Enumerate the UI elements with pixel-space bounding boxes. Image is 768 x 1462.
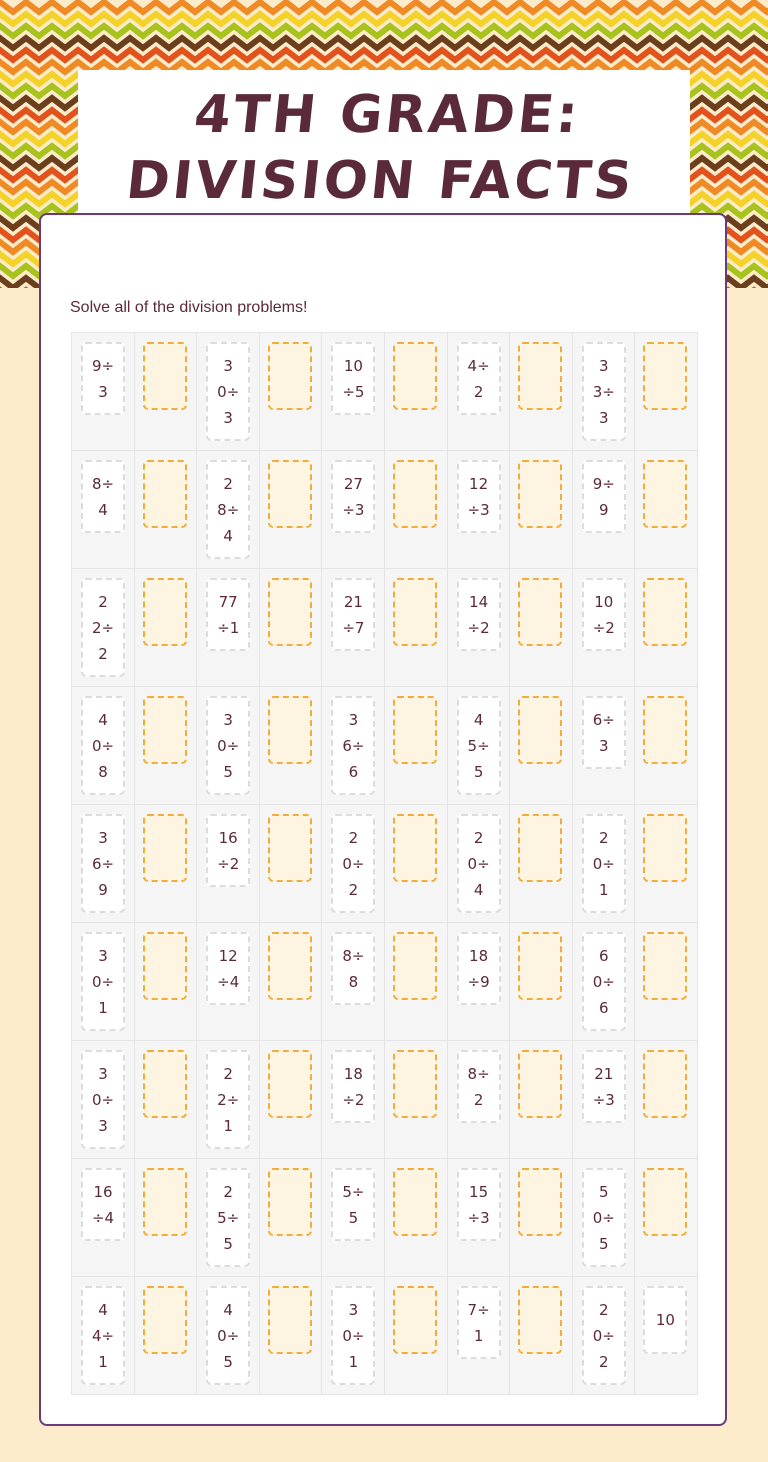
answer-input[interactable]: [393, 578, 437, 646]
problem-cell: [573, 1277, 636, 1395]
division-problem: 3 6÷ 6: [331, 696, 375, 795]
answer-cell: [510, 1159, 573, 1277]
problem-cell: [72, 333, 135, 451]
division-problem: 8÷ 2: [457, 1050, 501, 1123]
answer-input[interactable]: [143, 814, 187, 882]
chevron-stripe: [0, 26, 768, 36]
chevron-stripe: [0, 14, 768, 24]
worksheet-instructions: Solve all of the division problems!: [70, 299, 308, 316]
answer-input[interactable]: [143, 696, 187, 764]
answer-cell: [260, 687, 323, 805]
problem-cell: [197, 569, 260, 687]
answer-cell: [510, 1041, 573, 1159]
division-problem: 6÷ 3: [582, 696, 626, 769]
division-problem: 15 ÷3: [457, 1168, 501, 1241]
division-problem: 3 0÷ 1: [331, 1286, 375, 1385]
answer-cell: [510, 687, 573, 805]
division-problem: 4 5÷ 5: [457, 696, 501, 795]
answer-input[interactable]: [518, 814, 562, 882]
answer-cell: [385, 333, 448, 451]
answer-input[interactable]: [393, 1168, 437, 1236]
problem-cell: [322, 687, 385, 805]
division-problem: 10 ÷2: [582, 578, 626, 651]
problem-cell: [573, 923, 636, 1041]
division-problem: 21 ÷7: [331, 578, 375, 651]
division-problem: 5÷ 5: [331, 1168, 375, 1241]
division-problem: 18 ÷2: [331, 1050, 375, 1123]
answer-cell: [260, 451, 323, 569]
answer-input[interactable]: [643, 578, 687, 646]
problem-cell: [448, 1041, 511, 1159]
problem-cell: [197, 805, 260, 923]
answer-cell: [385, 923, 448, 1041]
answer-cell: [385, 1159, 448, 1277]
answer-input[interactable]: [143, 578, 187, 646]
division-problem: 12 ÷4: [206, 932, 250, 1005]
answer-cell: [635, 1277, 698, 1395]
answer-input[interactable]: [393, 696, 437, 764]
division-problem: 8÷ 4: [81, 460, 125, 533]
answer-cell: [260, 333, 323, 451]
answer-cell: [635, 333, 698, 451]
problem-cell: [448, 569, 511, 687]
division-problem: 21 ÷3: [582, 1050, 626, 1123]
answer-cell: [260, 923, 323, 1041]
problem-cell: [197, 1159, 260, 1277]
division-problem: 3 0÷ 5: [206, 696, 250, 795]
problem-cell: [573, 451, 636, 569]
division-problem: 18 ÷9: [457, 932, 501, 1005]
answer-cell: [260, 569, 323, 687]
division-problem: 2 0÷ 1: [582, 814, 626, 913]
problem-cell: [72, 805, 135, 923]
problem-cell: [197, 333, 260, 451]
division-problem: 3 0÷ 3: [81, 1050, 125, 1149]
division-problem: 2 0÷ 4: [457, 814, 501, 913]
chevron-stripe: [0, 50, 768, 60]
answer-input[interactable]: [518, 1050, 562, 1118]
division-problem: 8÷ 8: [331, 932, 375, 1005]
division-problem: 7÷ 1: [457, 1286, 501, 1359]
answer-input[interactable]: [268, 1286, 312, 1354]
chevron-stripe: [0, 38, 768, 48]
answer-cell: [635, 805, 698, 923]
answer-cell: [385, 805, 448, 923]
answer-input[interactable]: [643, 932, 687, 1000]
answer-cell: [135, 333, 198, 451]
answer-cell: [135, 1277, 198, 1395]
division-problem: 3 0÷ 3: [206, 342, 250, 441]
answer-input[interactable]: [393, 342, 437, 410]
division-problem: 14 ÷2: [457, 578, 501, 651]
answer-cell: [135, 687, 198, 805]
division-problem: 12 ÷3: [457, 460, 501, 533]
answer-input[interactable]: [643, 1168, 687, 1236]
division-problem: 3 3÷ 3: [582, 342, 626, 441]
answer-cell: [385, 1277, 448, 1395]
problem-cell: [72, 1041, 135, 1159]
division-problem: 3 6÷ 9: [81, 814, 125, 913]
answer-input[interactable]: [268, 460, 312, 528]
problem-cell: [573, 333, 636, 451]
answer-input[interactable]: [518, 1168, 562, 1236]
answer-input[interactable]: [643, 1286, 687, 1354]
answer-cell: [385, 451, 448, 569]
division-problem: 4 0÷ 8: [81, 696, 125, 795]
answer-cell: [260, 1277, 323, 1395]
problem-cell: [197, 687, 260, 805]
problem-cell: [322, 1277, 385, 1395]
answer-input[interactable]: [393, 460, 437, 528]
division-problem: 2 2÷ 1: [206, 1050, 250, 1149]
answer-input[interactable]: [268, 1050, 312, 1118]
problem-cell: [573, 1041, 636, 1159]
division-problem: 4 0÷ 5: [206, 1286, 250, 1385]
answer-cell: [635, 1159, 698, 1277]
answer-input[interactable]: [268, 696, 312, 764]
problem-cell: [197, 451, 260, 569]
answer-cell: [135, 805, 198, 923]
answer-input[interactable]: [268, 814, 312, 882]
worksheet-title: 4TH GRADE: DIVISION FACTS: [123, 85, 638, 211]
problem-cell: [72, 1277, 135, 1395]
problem-cell: [322, 1159, 385, 1277]
problem-cell: [573, 1159, 636, 1277]
division-problem: 6 0÷ 6: [582, 932, 626, 1031]
answer-cell: [635, 569, 698, 687]
answer-cell: [260, 1159, 323, 1277]
answer-input[interactable]: [143, 1168, 187, 1236]
answer-cell: [635, 451, 698, 569]
answer-cell: [510, 569, 573, 687]
problem-cell: [197, 1041, 260, 1159]
answer-cell: [385, 569, 448, 687]
answer-input[interactable]: [393, 1050, 437, 1118]
answer-cell: [260, 805, 323, 923]
answer-input[interactable]: [143, 1286, 187, 1354]
answer-cell: [635, 923, 698, 1041]
problem-cell: [72, 569, 135, 687]
division-problem: 4÷ 2: [457, 342, 501, 415]
problem-cell: [72, 687, 135, 805]
problem-cell: [322, 1041, 385, 1159]
problem-cell: [322, 451, 385, 569]
division-problem-grid: [71, 332, 698, 1395]
answer-input[interactable]: [268, 342, 312, 410]
answer-input[interactable]: [143, 460, 187, 528]
division-problem: 16 ÷2: [206, 814, 250, 887]
answer-input[interactable]: [518, 342, 562, 410]
answer-cell: [135, 1159, 198, 1277]
answer-input[interactable]: [643, 1050, 687, 1118]
problem-cell: [72, 923, 135, 1041]
answer-cell: [510, 451, 573, 569]
division-problem: 10 ÷5: [331, 342, 375, 415]
answer-cell: [135, 1041, 198, 1159]
answer-input[interactable]: [143, 342, 187, 410]
problem-cell: [448, 923, 511, 1041]
problem-cell: [197, 1277, 260, 1395]
problem-cell: [322, 923, 385, 1041]
problem-cell: [322, 805, 385, 923]
answer-cell: [135, 569, 198, 687]
problem-cell: [322, 333, 385, 451]
problem-cell: [72, 1159, 135, 1277]
answer-input[interactable]: [393, 1286, 437, 1354]
problem-cell: [72, 451, 135, 569]
answer-input[interactable]: [518, 932, 562, 1000]
answer-cell: [510, 1277, 573, 1395]
answer-cell: [385, 1041, 448, 1159]
problem-cell: [448, 1159, 511, 1277]
division-problem: 2 8÷ 4: [206, 460, 250, 559]
answer-cell: [635, 1041, 698, 1159]
answer-input[interactable]: [643, 460, 687, 528]
answer-input[interactable]: [643, 342, 687, 410]
answer-input[interactable]: [643, 814, 687, 882]
division-problem: 5 0÷ 5: [582, 1168, 626, 1267]
answer-input[interactable]: [518, 696, 562, 764]
answer-input[interactable]: [643, 696, 687, 764]
division-problem: 9÷ 3: [81, 342, 125, 415]
answer-cell: [135, 923, 198, 1041]
division-problem: 9÷ 9: [582, 460, 626, 533]
answer-cell: [510, 923, 573, 1041]
answer-input[interactable]: [268, 578, 312, 646]
answer-cell: [635, 687, 698, 805]
problem-cell: [448, 687, 511, 805]
title-banner: [78, 70, 690, 220]
answer-input[interactable]: [393, 932, 437, 1000]
answer-input[interactable]: [268, 1168, 312, 1236]
problem-cell: [573, 687, 636, 805]
problem-cell: [448, 333, 511, 451]
problem-cell: [197, 923, 260, 1041]
division-problem: 77 ÷1: [206, 578, 250, 651]
answer-input[interactable]: [518, 460, 562, 528]
answer-cell: [510, 805, 573, 923]
division-problem: 3 0÷ 1: [81, 932, 125, 1031]
answer-cell: [260, 1041, 323, 1159]
division-problem: 2 0÷ 2: [582, 1286, 626, 1385]
problem-cell: [448, 1277, 511, 1395]
problem-cell: [573, 805, 636, 923]
problem-cell: [322, 569, 385, 687]
answer-input[interactable]: [393, 814, 437, 882]
division-problem: 16 ÷4: [81, 1168, 125, 1241]
division-problem: 2 0÷ 2: [331, 814, 375, 913]
division-problem: 2 2÷ 2: [81, 578, 125, 677]
division-problem: 2 5÷ 5: [206, 1168, 250, 1267]
answer-input[interactable]: [518, 578, 562, 646]
answer-input[interactable]: [143, 1050, 187, 1118]
answer-cell: [135, 451, 198, 569]
division-problem: 4 4÷ 1: [81, 1286, 125, 1385]
answer-input[interactable]: [268, 932, 312, 1000]
division-problem: 27 ÷3: [331, 460, 375, 533]
answer-cell: [510, 333, 573, 451]
problem-cell: [573, 569, 636, 687]
problem-cell: [448, 451, 511, 569]
answer-cell: [385, 687, 448, 805]
problem-cell: [448, 805, 511, 923]
answer-input[interactable]: [518, 1286, 562, 1354]
answer-input[interactable]: [143, 932, 187, 1000]
chevron-stripe: [0, 2, 768, 12]
